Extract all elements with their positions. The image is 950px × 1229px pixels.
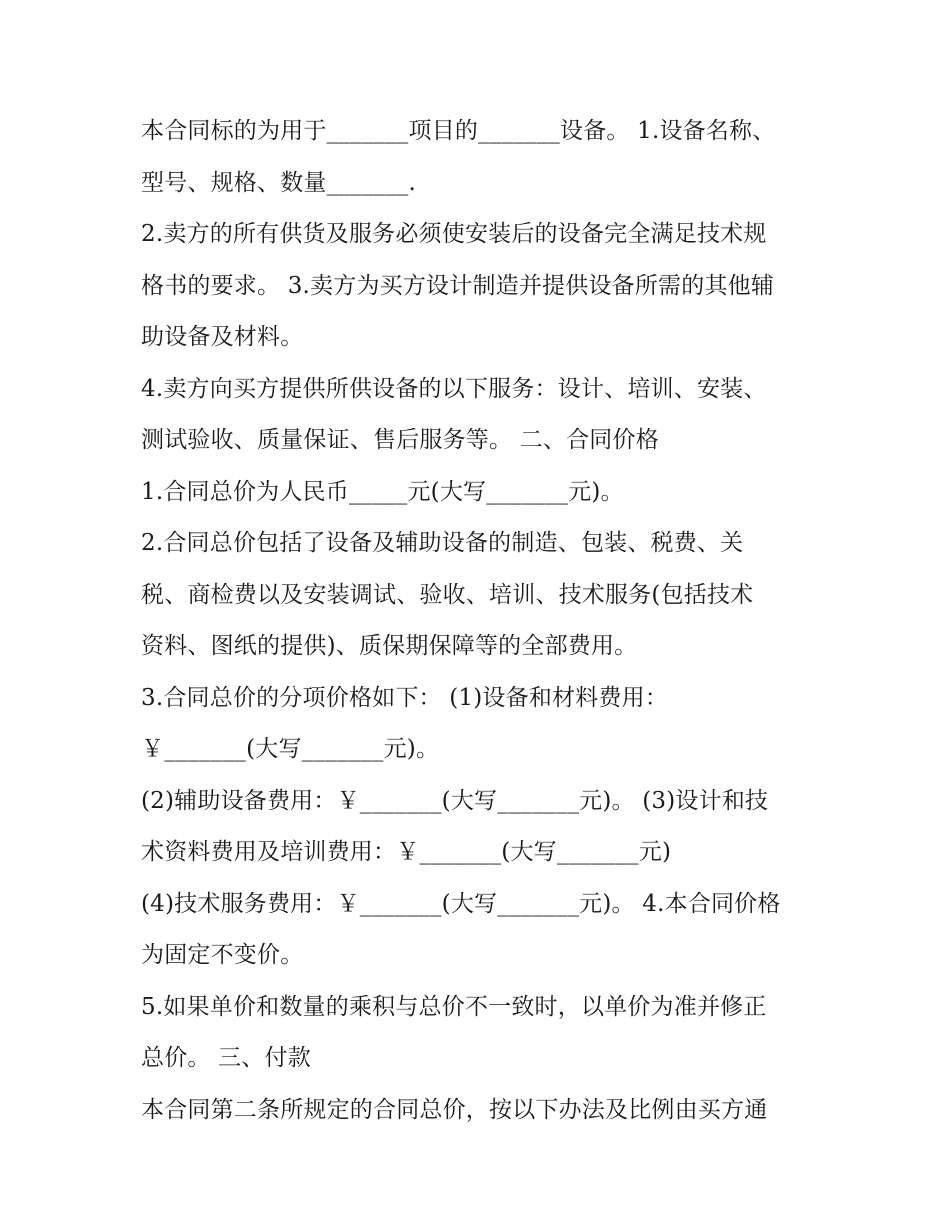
text-line-8: 1.合同总价为人民币_____元(大写_______元)。: [141, 478, 624, 505]
text-line-5: 助设备及材料。: [141, 324, 304, 350]
text-line-16: (4)技术服务费用：￥_______(大写_______元)。 4.本合同价格: [141, 890, 781, 917]
text-line-20: 本合同第二条所规定的合同总价，按以下办法及比例由买方通: [141, 1096, 768, 1123]
text-line-19: 总价。 三、付款: [141, 1045, 311, 1071]
text-line-10: 税、商检费以及安装调试、验收、培训、技术服务(包括技术: [141, 581, 754, 608]
text-line-6: 4.卖方向买方提供所供设备的以下服务：设计、培训、安装、: [141, 375, 767, 402]
text-line-12: 3.合同总价的分项价格如下： (1)设备和材料费用：: [141, 684, 669, 711]
text-line-14: (2)辅助设备费用：￥_______(大写_______元)。 (3)设计和技: [141, 787, 769, 814]
text-line-11: 资料、图纸的提供)、质保期保障等的全部费用。: [141, 633, 638, 659]
text-line-3: 2.卖方的所有供货及服务必须使安装后的设备完全满足技术规: [141, 221, 767, 247]
text-line-13: ￥_______(大写_______元)。: [141, 736, 440, 762]
text-line-15: 术资料费用及培训费用：￥_______(大写_______元): [141, 839, 672, 865]
contract-text-body: [141, 106, 821, 1136]
text-line-2: 型号、规格、数量_______.: [141, 169, 417, 196]
text-line-17: 为固定不变价。: [141, 942, 304, 968]
text-line-7: 测试验收、质量保证、售后服务等。 二、合同价格: [141, 427, 659, 453]
text-line-4: 格书的要求。 3.卖方为买方设计制造并提供设备所需的其他辅: [141, 272, 775, 299]
text-line-9: 2.合同总价包括了设备及辅助设备的制造、包装、税费、关: [141, 530, 744, 556]
text-line-1: 本合同标的为用于_______项目的_______设备。 1.设备名称、: [141, 118, 776, 144]
text-line-18: 5.如果单价和数量的乘积与总价不一致时，以单价为准并修正: [141, 993, 767, 1020]
